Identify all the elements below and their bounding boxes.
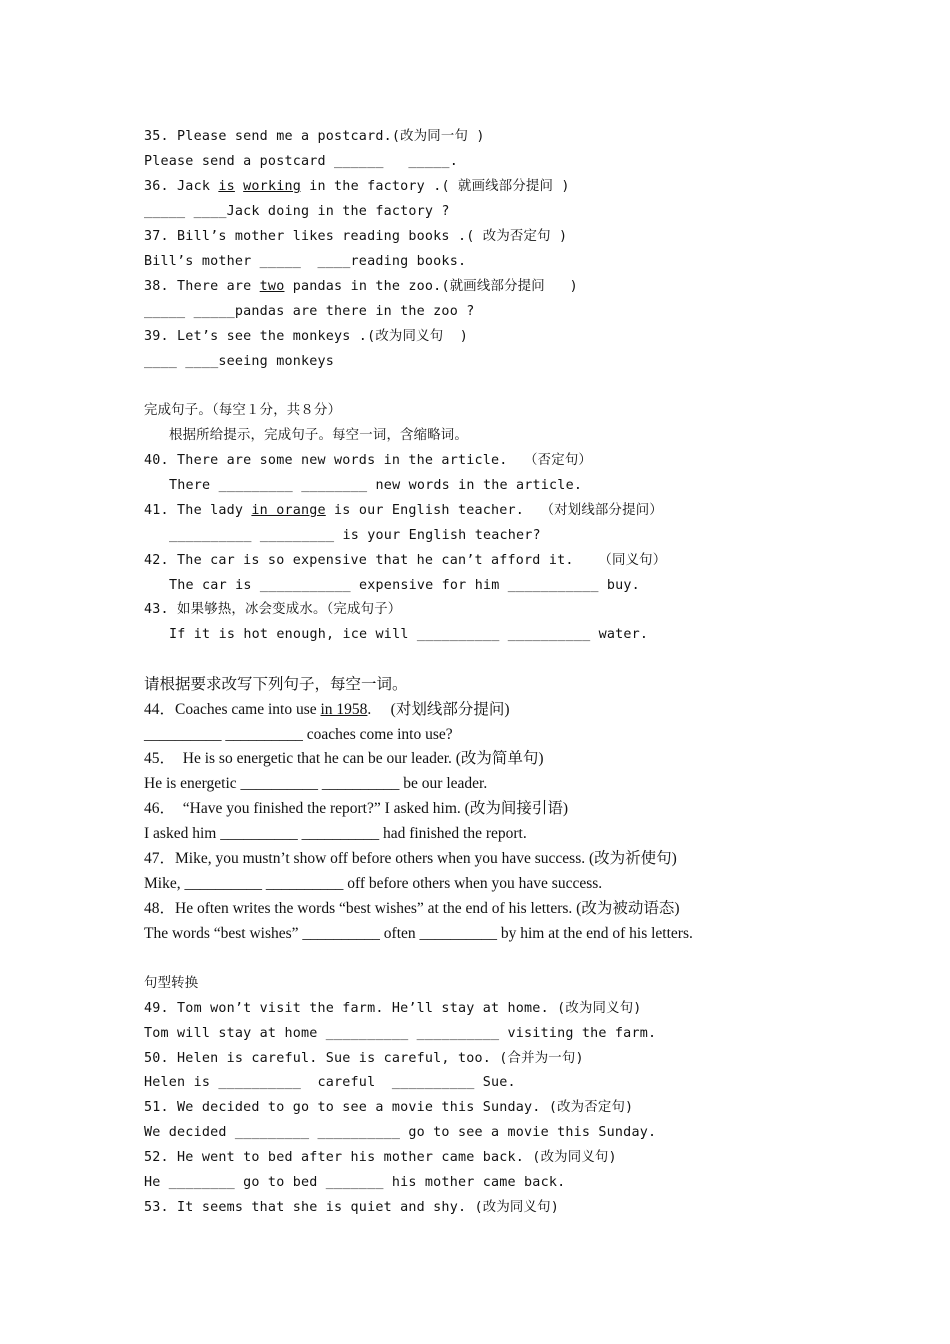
question-38-text: pandas in the zoo.(就画线部分提问 ) [284, 279, 578, 294]
question-41 [144, 501, 663, 521]
answer-52: He ________ go to bed _______ his mother came back. [144, 1175, 566, 1190]
question-36-text: in the factory .( 就画线部分提问 ) [301, 179, 570, 194]
question-36 [144, 177, 570, 197]
answer-41: __________ _________ is your English teacher? [169, 528, 541, 543]
section-heading: 句型转换 [144, 976, 199, 991]
answer-45: He is energetic __________ __________ be our leader. [144, 775, 488, 792]
question-38-text: 38. There are [144, 279, 260, 294]
question-36-text: 36. Jack [144, 179, 219, 194]
question-43: 43. 如果够热，冰会变成水。（完成句子） [144, 602, 402, 617]
question-41-text: is our English teacher. （对划线部分提问） [325, 503, 663, 518]
question-41-text: 41. The lady [144, 503, 252, 518]
question-39: 39. Let’s see the monkeys .(改为同义句 ) [144, 329, 469, 344]
underlined-text: working [243, 179, 301, 194]
question-42: 42. The car is so expensive that he can’t afford it. （同义句） [144, 553, 667, 568]
answer-50: Helen is __________ careful __________ Sue. [144, 1075, 516, 1090]
answer-43: If it is hot enough, ice will __________ __________ water. [169, 627, 649, 642]
question-44-text: . (对划线部分提问) [367, 701, 510, 718]
question-47: 47．Mike, you mustn’t show off before others when you have success. (改为祈使句) [144, 850, 677, 867]
answer-48: The words “best wishes” __________ often __________ by him at the end of his letters. [144, 925, 693, 942]
question-53: 53. It seems that she is quiet and shy. (改为同义句) [144, 1200, 559, 1215]
answer-35: Please send a postcard ______ _____. [144, 154, 458, 169]
answer-36: _____ ____Jack doing in the factory ? [144, 204, 450, 219]
question-46: 46． “Have you finished the report?” I asked him. (改为间接引语) [144, 800, 568, 817]
question-35: 35. Please send me a postcard.(改为同一句 ) [144, 129, 485, 144]
question-37: 37. Bill’s mother likes reading books .( 改为否定句 ) [144, 229, 568, 244]
question-44 [144, 700, 510, 720]
question-50: 50. Helen is careful. Sue is careful, too. (合并为一句) [144, 1051, 584, 1066]
answer-38: _____ _____pandas are there in the zoo ? [144, 304, 475, 319]
answer-42: The car is ___________ expensive for him ___________ buy. [169, 578, 640, 593]
answer-51: We decided _________ __________ go to see a movie this Sunday. [144, 1125, 657, 1140]
answer-49: Tom will stay at home __________ __________ visiting the farm. [144, 1026, 657, 1041]
answer-46: I asked him __________ __________ had finished the report. [144, 825, 527, 842]
question-51: 51. We decided to go to see a movie this Sunday. (改为否定句) [144, 1100, 634, 1115]
answer-47: Mike, __________ __________ off before others when you have success. [144, 875, 603, 892]
answer-37: Bill’s mother _____ ____reading books. [144, 254, 467, 269]
underlined-text: in orange [251, 503, 326, 518]
section-instruction: 根据所给提示，完成句子。每空一词，含缩略词。 [169, 428, 468, 443]
question-44-text: 44．Coaches came into use [144, 701, 321, 718]
underlined-text: in 1958 [320, 701, 368, 718]
underlined-text: is [218, 179, 235, 194]
question-40: 40. There are some new words in the article. （否定句） [144, 453, 592, 468]
answer-40: There _________ ________ new words in the article. [169, 478, 583, 493]
question-45: 45． He is so energetic that he can be our leader. (改为简单句) [144, 750, 544, 767]
section-heading: 完成句子。（每空１分，共８分） [144, 403, 342, 418]
question-38 [144, 277, 578, 297]
question-49: 49. Tom won’t visit the farm. He’ll stay at home. (改为同义句) [144, 1001, 642, 1016]
space [235, 179, 243, 194]
section-heading: 请根据要求改写下列句子，每空一词。 [144, 676, 408, 693]
question-52: 52. He went to bed after his mother came back. (改为同义句) [144, 1150, 617, 1165]
underlined-text: two [259, 279, 285, 294]
answer-44: __________ __________ coaches come into use? [144, 726, 453, 743]
question-48: 48．He often writes the words “best wishes” at the end of his letters. (改为被动语态) [144, 900, 680, 917]
answer-39: ____ ____seeing monkeys [144, 354, 335, 369]
